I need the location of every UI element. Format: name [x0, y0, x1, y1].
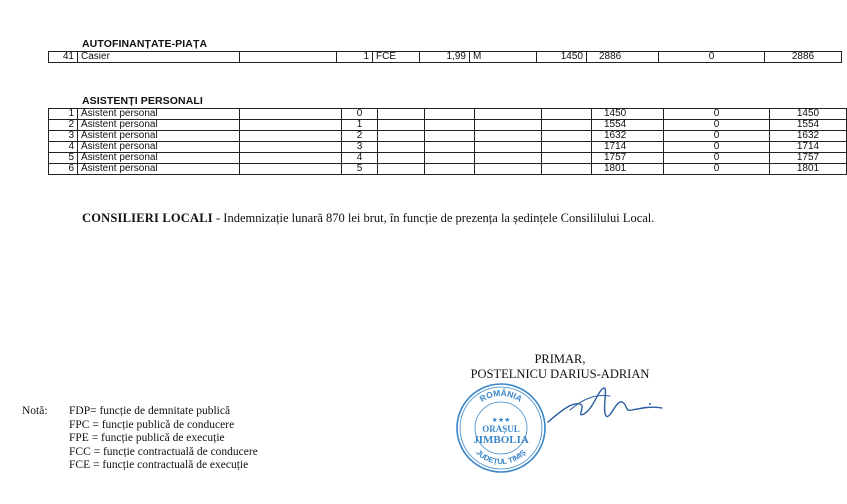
cell-bonus: 0 — [664, 109, 770, 120]
signer-block — [450, 352, 670, 382]
cell-nr: 41 — [49, 52, 78, 63]
cell-bonus: 0 — [664, 153, 770, 164]
table-row — [49, 120, 847, 131]
stamp-mid-text: ORAȘUL — [482, 424, 520, 434]
table-row — [49, 109, 847, 120]
council-line — [82, 211, 654, 226]
cell-blank — [475, 120, 542, 131]
cell-blank — [542, 142, 592, 153]
cell-total: 1757 — [592, 153, 664, 164]
note-item: FPE = funcție publică de execuție — [69, 432, 225, 445]
note-item: FCE = funcție contractuală de execuție — [69, 459, 249, 472]
note-item: FDP= funcție de demnitate publică — [69, 405, 231, 417]
cell-grade: 1 — [337, 52, 373, 63]
cell-nr: 2 — [49, 120, 78, 131]
cell-blank — [378, 164, 425, 175]
cell-base: 1450 — [537, 52, 587, 63]
table-autofinantate — [48, 51, 842, 63]
cell-salary: 1554 — [770, 120, 847, 131]
cell-blank — [240, 120, 342, 131]
cell-name: Asistent personal — [78, 131, 240, 142]
cell-blank — [475, 109, 542, 120]
cell-nr: 1 — [49, 109, 78, 120]
cell-total: 1450 — [592, 109, 664, 120]
table-row — [49, 164, 847, 175]
cell-grade: 4 — [342, 153, 378, 164]
cell-blank — [425, 131, 475, 142]
section-title-autofinantate: AUTOFINANȚATE-PIAȚA — [82, 38, 208, 50]
cell-blank — [240, 131, 342, 142]
cell-blank — [542, 109, 592, 120]
table-row — [49, 153, 847, 164]
cell-coef: 1,99 — [420, 52, 470, 63]
cell-bonus: 0 — [664, 142, 770, 153]
cell-total: 1554 — [592, 120, 664, 131]
cell-blank — [425, 153, 475, 164]
cell-bonus: 0 — [659, 52, 765, 63]
cell-blank — [378, 120, 425, 131]
cell-blank — [425, 120, 475, 131]
cell-blank — [475, 164, 542, 175]
cell-bonus: 0 — [664, 120, 770, 131]
cell-nr: 4 — [49, 142, 78, 153]
cell-grade: 3 — [342, 142, 378, 153]
council-heading: CONSILIERI LOCALI — [82, 211, 213, 225]
cell-name: Asistent personal — [78, 142, 240, 153]
cell-blank — [425, 142, 475, 153]
note-item: FPC = funcție publică de conducere — [69, 418, 235, 431]
cell-grade: 1 — [342, 120, 378, 131]
table-row — [49, 131, 847, 142]
table-asistenti — [48, 108, 847, 175]
cell-blank — [240, 164, 342, 175]
cell-blank — [542, 164, 592, 175]
cell-type: FCE — [373, 52, 420, 63]
handwritten-signature — [540, 380, 670, 440]
stamp-top-text: ROMÂNIA — [477, 387, 525, 404]
cell-blank — [475, 153, 542, 164]
cell-salary: 1757 — [770, 153, 847, 164]
cell-name: Asistent personal — [78, 164, 240, 175]
cell-blank — [542, 131, 592, 142]
cell-blank — [240, 153, 342, 164]
cell-blank — [378, 153, 425, 164]
cell-salary: 1714 — [770, 142, 847, 153]
cell-salary: 1801 — [770, 164, 847, 175]
notes-label: Notă: — [22, 405, 48, 417]
notes-list — [69, 405, 258, 473]
section-title-asistenti: ASISTENȚI PERSONALI — [82, 95, 203, 107]
cell-name: Casier — [78, 52, 240, 63]
cell-nr: 6 — [49, 164, 78, 175]
cell-blank — [240, 52, 337, 63]
cell-bonus: 0 — [664, 164, 770, 175]
cell-total: 1714 — [592, 142, 664, 153]
cell-blank — [378, 142, 425, 153]
table-row — [49, 142, 847, 153]
cell-name: Asistent personal — [78, 120, 240, 131]
cell-salary: 1632 — [770, 131, 847, 142]
cell-total: 1632 — [592, 131, 664, 142]
stamp-city: JIMBOLIA — [473, 434, 529, 446]
cell-blank — [475, 142, 542, 153]
cell-blank — [240, 109, 342, 120]
signer-role: PRIMAR, — [534, 352, 586, 366]
signer-name: POSTELNICU DARIUS-ADRIAN — [470, 367, 650, 381]
cell-blank — [425, 164, 475, 175]
cell-blank — [240, 142, 342, 153]
cell-total: 2886 — [587, 52, 659, 63]
cell-blank — [378, 109, 425, 120]
cell-salary: 2886 — [765, 52, 842, 63]
cell-nr: 3 — [49, 131, 78, 142]
stamp-stars: ★★★ — [491, 417, 511, 424]
cell-name: Asistent personal — [78, 109, 240, 120]
cell-blank — [425, 109, 475, 120]
cell-blank — [475, 131, 542, 142]
cell-total: 1801 — [592, 164, 664, 175]
cell-level: M — [470, 52, 537, 63]
official-stamp — [455, 382, 547, 474]
table-row — [49, 52, 842, 63]
cell-salary: 1450 — [770, 109, 847, 120]
note-item: FCC = funcție contractuală de conducere — [69, 445, 258, 458]
stamp-bottom-text: JUDEȚUL TIMIȘ — [474, 447, 528, 467]
cell-blank — [542, 153, 592, 164]
cell-grade: 2 — [342, 131, 378, 142]
cell-grade: 5 — [342, 164, 378, 175]
cell-name: Asistent personal — [78, 153, 240, 164]
cell-blank — [378, 131, 425, 142]
council-text: - Indemnizație lunară 870 lei brut, în funcție de prezența la ședințele Consililului Local. — [212, 211, 655, 225]
cell-bonus: 0 — [664, 131, 770, 142]
cell-grade: 0 — [342, 109, 378, 120]
cell-nr: 5 — [49, 153, 78, 164]
cell-blank — [542, 120, 592, 131]
